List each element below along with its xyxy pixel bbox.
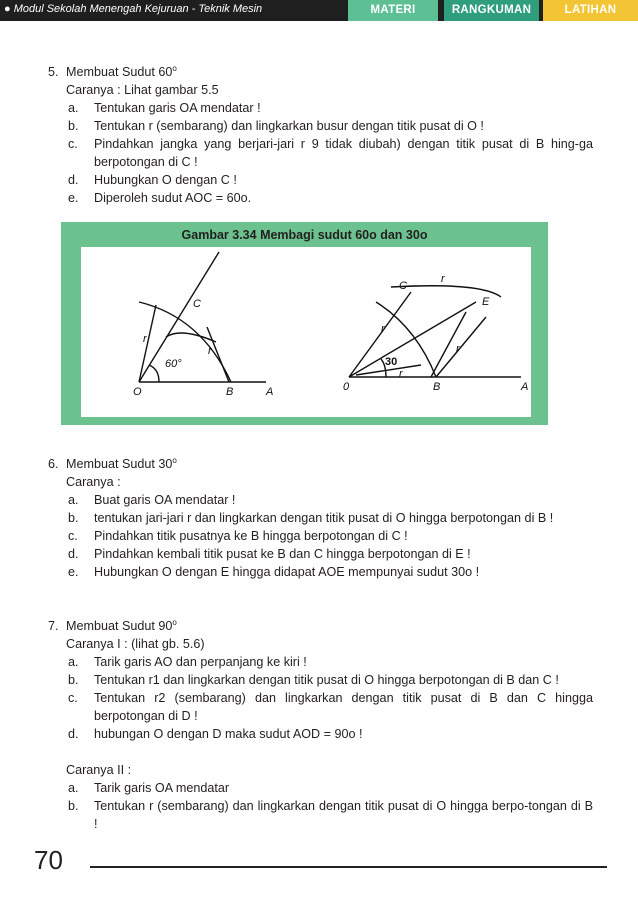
section-number: 5. — [48, 65, 59, 79]
degree-mark: o — [172, 618, 177, 627]
list-item: d. hubungan O dengan D maka sudut AOD = 90o ! — [68, 727, 363, 741]
list-item: a. Tarik garis AO dan perpanjang ke kiri ! — [68, 655, 307, 669]
label-r-right-3: r — [399, 368, 403, 380]
tab-latihan[interactable]: LATIHAN — [543, 0, 638, 21]
label-r-right-2: r — [456, 343, 460, 355]
label-angle-60: 60° — [165, 358, 182, 370]
section-title: Membuat Sudut 60 — [66, 65, 173, 79]
caranya-label: Caranya I : (lihat gb. 5.6) — [66, 637, 205, 651]
list-item: a. Tarik garis OA mendatar — [68, 781, 230, 795]
label-b-left: B — [226, 386, 234, 398]
section-heading — [48, 617, 593, 635]
caranya-label: Caranya : Lihat gambar 5.5 — [66, 83, 219, 97]
figure-box — [61, 222, 548, 425]
caranya-label: Caranya : — [66, 475, 121, 489]
list-item: b. Tentukan r1 dan lingkarkan dengan titik pusat di O hingga berpotongan di B dan C ! — [68, 673, 559, 687]
list-item: e. Diperoleh sudut AOC = 60o. — [68, 191, 252, 205]
line-be-right — [431, 312, 466, 377]
arc-r-left — [139, 302, 231, 382]
section-number: 6. — [48, 457, 59, 471]
list-item: d. Pindahkan kembali titik pusat ke B dan C hingga berpotongan di E ! — [68, 547, 471, 561]
list-item: a. Buat garis OA mendatar ! — [68, 493, 236, 507]
footer-rule — [90, 866, 607, 868]
section-title: Membuat Sudut 90 — [66, 619, 173, 633]
tab-materi[interactable]: MATERI — [348, 0, 438, 21]
list-item: b. Tentukan r (sembarang) dan lingkarkan dengan titik pusat di O hingga berpo-tongan di B ! — [68, 799, 593, 831]
label-c-left: C — [193, 298, 201, 310]
label-r-top: r — [441, 273, 445, 285]
section-6 — [48, 455, 593, 581]
list-item: b. Tentukan r (sembarang) dan lingkarkan busur dengan titik pusat di O ! — [68, 119, 484, 133]
caranya-label: Caranya II : — [66, 763, 132, 777]
list-item: c. Tentukan r2 (sembarang) dan lingkarkan dengan titik pusat di B dan C hingga berpotongan di D ! — [68, 691, 593, 723]
section-5 — [48, 63, 593, 207]
list-item: c. Pindahkan jangka yang berjari-jari r 9 tidak diubah) dengan titik pusat di B hing-ga berpotongan di C ! — [68, 137, 593, 169]
label-a-left: A — [266, 386, 274, 398]
label-r-left-2: r — [208, 345, 212, 357]
angle-construction-diagram — [81, 247, 531, 417]
label-c-right: C — [399, 280, 407, 292]
angle-arc-left — [149, 365, 159, 382]
list-item: e. Hubungkan O dengan E hingga didapat AOE mempunyai sudut 30o ! — [68, 565, 480, 579]
tab-rangkuman[interactable]: RANGKUMAN — [444, 0, 539, 21]
label-angle-30: 30 — [385, 356, 398, 368]
arc-c-left — [166, 333, 216, 342]
list-item: d. Hubungkan O dengan C ! — [68, 173, 237, 187]
radius-line-left — [139, 305, 156, 382]
section-title: Membuat Sudut 30 — [66, 457, 173, 471]
list-item: b. tentukan jari-jari r dan lingkarkan dengan titik pusat di O hingga berpotongan di B ! — [68, 511, 554, 525]
figure-caption: Gambar 3.34 Membagi sudut 60o dan 30o — [181, 228, 428, 242]
section-number: 7. — [48, 619, 59, 633]
label-e-right: E — [482, 296, 490, 308]
figure-panel — [81, 247, 531, 417]
label-o-right: 0 — [343, 381, 350, 393]
list-item: c. Pindahkan titik pusatnya ke B hingga berpotongan di C ! — [68, 529, 408, 543]
label-b-right: B — [433, 381, 441, 393]
label-r-left-1: r — [143, 333, 147, 345]
section-7 — [48, 617, 593, 833]
section-heading — [48, 63, 593, 81]
degree-mark: o — [172, 456, 177, 465]
section-heading — [48, 455, 593, 473]
page-number: 70 — [34, 845, 63, 875]
label-o-left: O — [133, 386, 142, 398]
label-a-right: A — [521, 381, 529, 393]
module-title: ● Modul Sekolah Menengah Kejuruan - Teknik Mesin — [4, 3, 263, 15]
list-item: a. Tentukan garis OA mendatar ! — [68, 101, 261, 115]
degree-mark: o — [172, 64, 177, 73]
radius-b2-right — [436, 317, 486, 377]
label-r-right-1: r — [381, 323, 385, 335]
